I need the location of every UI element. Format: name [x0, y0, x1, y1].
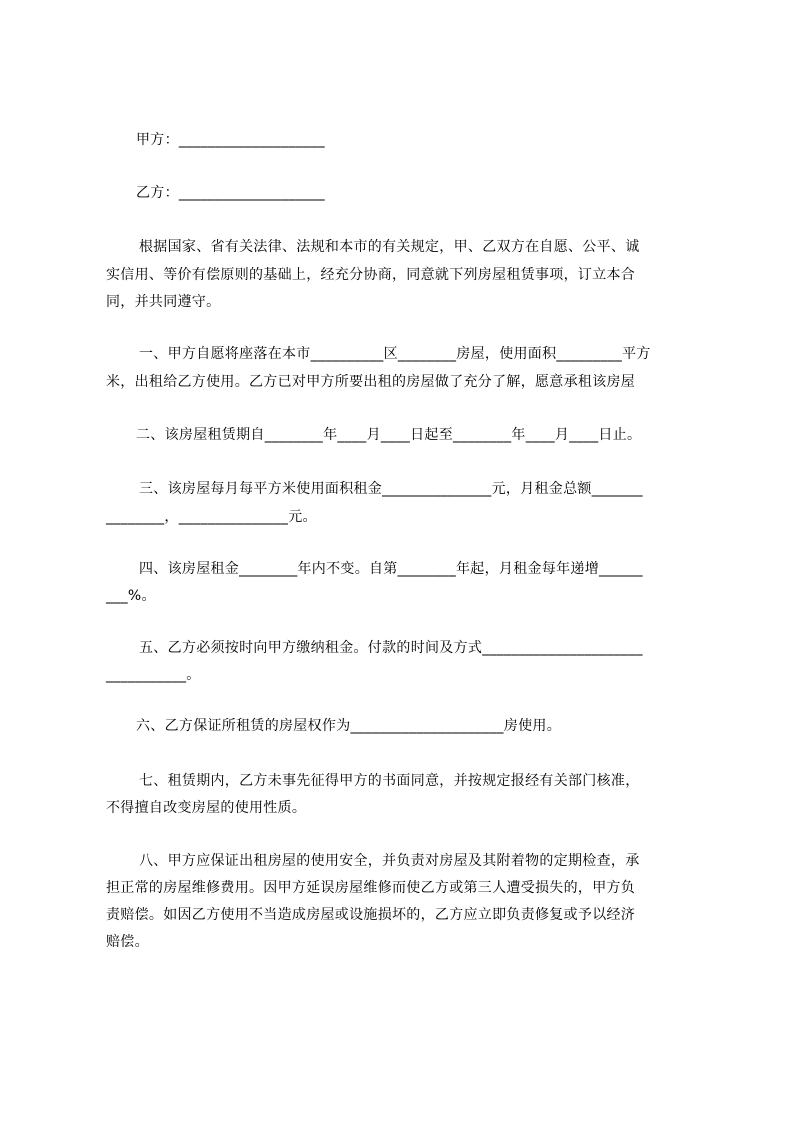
clause-5-line-1: 五、乙方必须按时向甲方缴纳租金。付款的时间及方式______________________: [139, 640, 643, 656]
party-a-line: 甲方：____________________: [136, 132, 325, 148]
preamble-line-2: 实信用、等价有偿原则的基础上，经充分协商，同意就下列房屋租赁事项，订立本合: [106, 267, 636, 283]
clause-5-line-2: ___________。: [106, 667, 201, 683]
clause-7-line-2: 不得擅自改变房屋的使用性质。: [106, 800, 307, 816]
clause-2-line-1: 二、该房屋租赁期自________年____月____日起至________年____月____日止。: [136, 427, 642, 443]
party-b-line: 乙方：____________________: [136, 185, 325, 201]
clause-1-line-2: 米，出租给乙方使用。乙方已对甲方所要出租的房屋做了充分了解，愿意承租该房屋: [106, 374, 636, 390]
clause-3-line-2: ________，_______________元。: [106, 509, 317, 525]
clause-8-line-4: 赔偿。: [106, 934, 149, 950]
clause-7-line-1: 七、租赁期内，乙方未事先征得甲方的书面同意，并按规定报经有关部门核准，: [139, 773, 640, 789]
clause-8-line-3: 责赔偿。如因乙方使用不当造成房屋或设施损坏的，乙方应立即负责修复或予以经济: [106, 907, 636, 923]
clause-1-line-1: 一、甲方自愿将座落在本市__________区________房屋，使用面积_________平方: [139, 346, 651, 362]
clause-4-line-1: 四、该房屋租金________年内不变。自第________年起，月租金每年递增______: [139, 561, 643, 577]
clause-6-line-1: 六、乙方保证所租赁的房屋权作为_____________________房使用。: [136, 718, 561, 734]
clause-3-line-1: 三、该房屋每月每平方米使用面积租金_______________元，月租金总额_______: [139, 481, 643, 497]
clause-8-line-2: 担正常的房屋维修费用。因甲方延误房屋维修而使乙方或第三人遭受损失的，甲方负: [106, 880, 636, 896]
clause-8-line-1: 八、甲方应保证出租房屋的使用安全，并负责对房屋及其附着物的定期检查，承: [139, 853, 640, 869]
preamble-line-1: 根据国家、省有关法律、法规和本市的有关规定，甲、乙双方在自愿、公平、诚: [139, 239, 640, 255]
preamble-line-3: 同，并共同遵守。: [106, 294, 221, 310]
clause-4-line-2: ___%。: [106, 588, 156, 604]
